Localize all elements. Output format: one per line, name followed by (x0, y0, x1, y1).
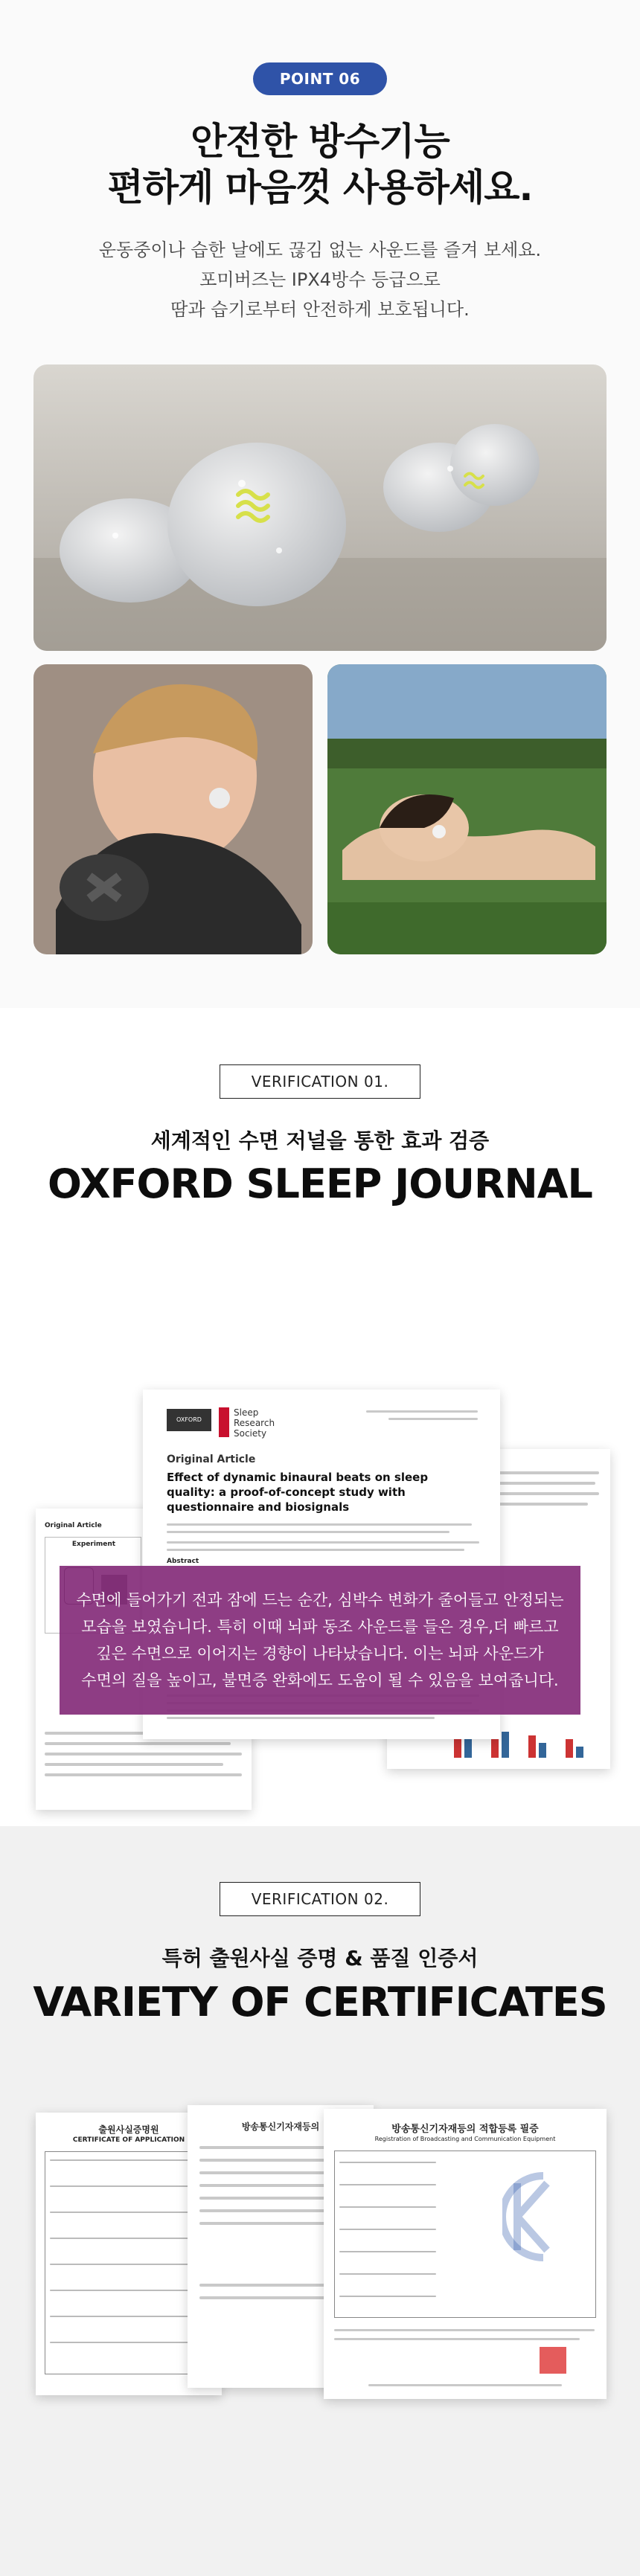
verification-02-title: VARIETY OF CERTIFICATES (33, 1979, 607, 2026)
headline-line-2: 편하게 마음껏 사용하세요. (107, 166, 533, 209)
description-line-3: 땀과 습기로부터 안전하게 보호됩니다. (170, 299, 470, 320)
verification-01-badge: VERIFICATION 01. (220, 1064, 420, 1099)
verification-02-section (0, 1826, 640, 2576)
verification-02-badge: VERIFICATION 02. (220, 1882, 420, 1916)
cert-left-title: 출원사실증명원 (98, 2124, 159, 2135)
journal-name: Sleep Research Society (234, 1407, 275, 1439)
description-line-1: 운동중이나 습한 날에도 끊김 없는 사운드를 즐겨 보세요. (98, 240, 542, 260)
summary-line-4: 수면의 질을 높이고, 불면증 완화에도 도움이 될 수 있음을 보여줍니다. (81, 1671, 559, 1689)
cert-right-title: 방송통신기자재등의 적합등록 필증 (391, 2124, 539, 2135)
left-paper-heading: Original Article (45, 1522, 102, 1529)
waterproof-section (0, 0, 640, 1008)
description-line-2: 포미버즈는 IPX4방수 등급으로 (199, 269, 441, 290)
oxford-logo: OXFORD (167, 1409, 211, 1431)
summary-line-3: 깊은 수면으로 이어지는 경향이 나타났습니다. 이는 뇌파 사운드가 (96, 1645, 544, 1663)
point-badge: POINT 06 (253, 62, 387, 95)
article-title: Effect of dynamic binaural beats on sleep quality: a proof-of-concept study with questionnaire and biosignals (167, 1471, 429, 1514)
cert-middle-title: 방송통신기자재등의 (241, 2121, 320, 2132)
man-wearing-earbuds-photo (33, 664, 313, 954)
woman-lying-grass-photo (327, 664, 607, 954)
verification-01-subtitle: 세계적인 수면 저널을 통한 효과 검증 (150, 1128, 490, 1153)
journal-mark (219, 1407, 229, 1437)
summary-line-2: 모습을 보였습니다. 특히 이때 뇌파 동조 사운드를 들은 경우,더 빠르고 (81, 1618, 559, 1636)
summary-line-1: 수면에 들어가기 전과 잠에 드는 순간, 심박수 변화가 줄어들고 안정되는 (76, 1591, 564, 1609)
study-summary-overlay (60, 1566, 580, 1715)
earbuds-wet-photo (33, 364, 607, 651)
article-type: Original Article (167, 1454, 256, 1465)
cert-right-subtitle: Registration of Broadcasting and Communication Equipment (374, 2136, 556, 2142)
experiment-label: Experiment (71, 1541, 116, 1548)
verification-01-title: OXFORD SLEEP JOURNAL (48, 1160, 592, 1207)
kc-mark-icon (502, 2168, 584, 2265)
registration-certificate (324, 2109, 607, 2399)
official-seal (540, 2347, 566, 2374)
headline-line-1: 안전한 방수기능 (191, 120, 449, 163)
cert-left-subtitle: CERTIFICATE OF APPLICATION (72, 2136, 185, 2144)
abstract-heading: Abstract (167, 1558, 199, 1565)
verification-02-subtitle: 특허 출원사실 증명 & 품질 인증서 (161, 1946, 479, 1970)
